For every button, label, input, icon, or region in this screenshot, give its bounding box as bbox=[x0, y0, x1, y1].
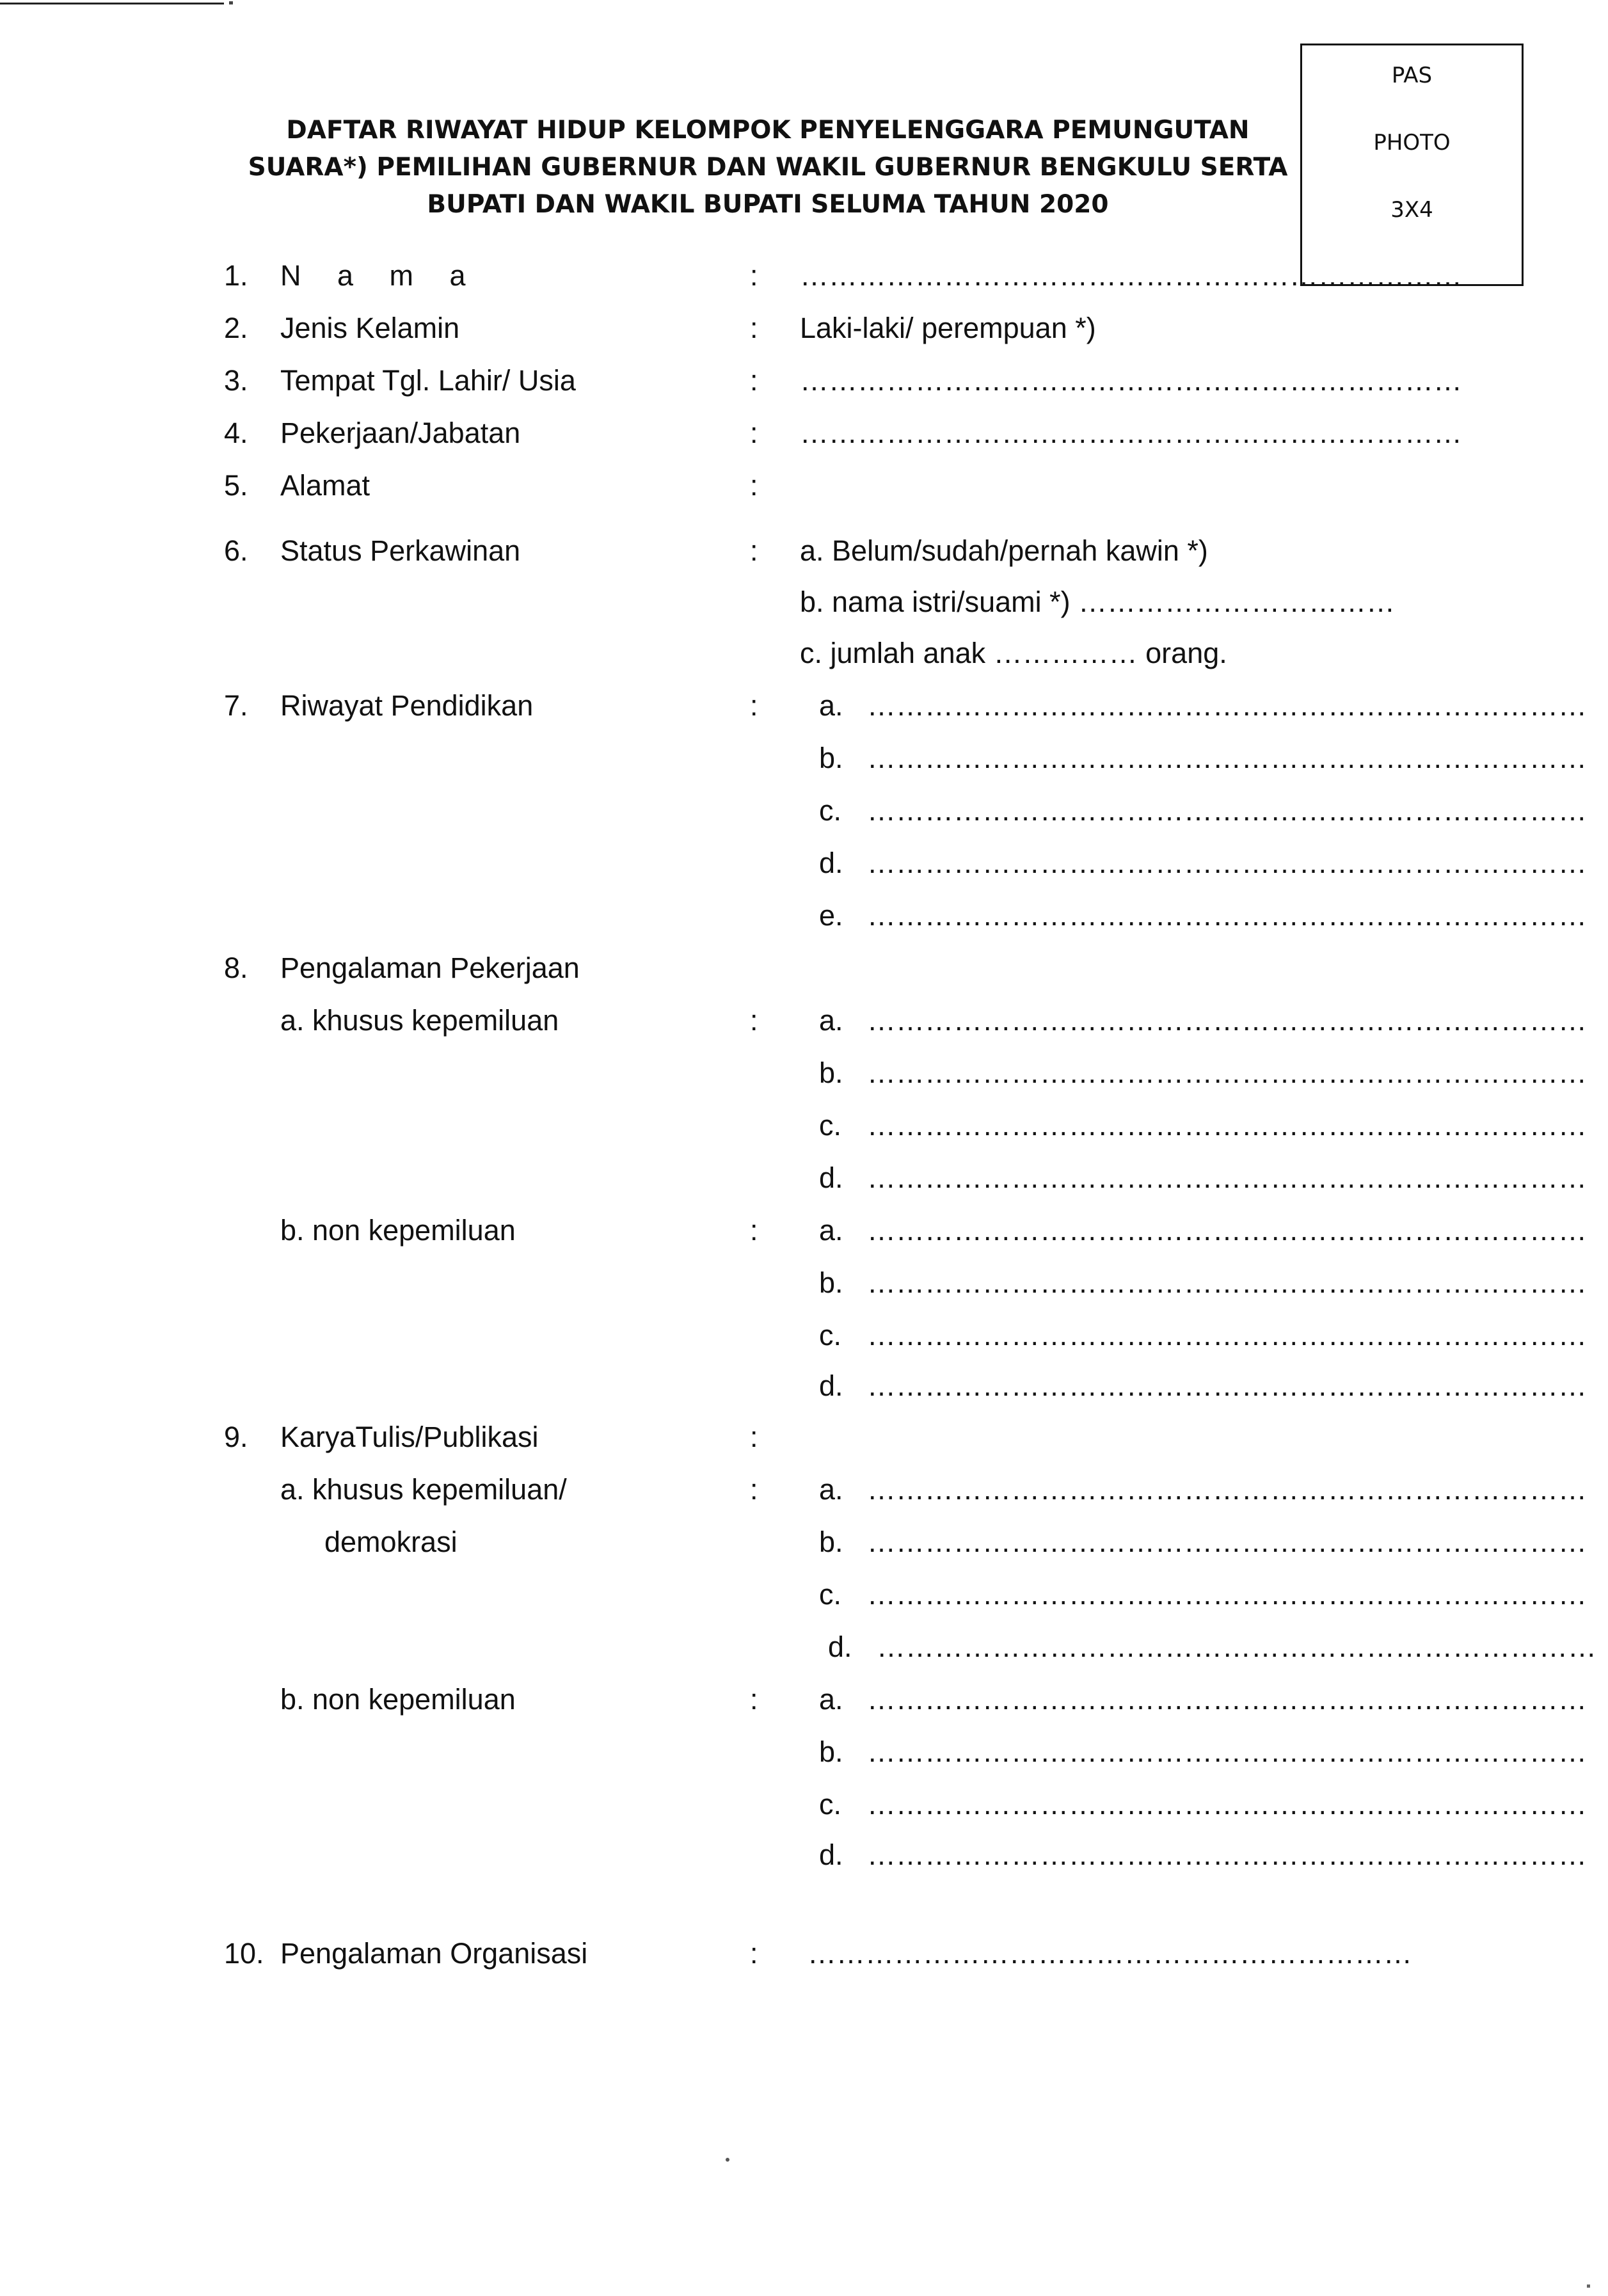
row-kerja-non-c bbox=[0, 1319, 1608, 1357]
row-kerja-khusus-c bbox=[0, 1109, 1608, 1147]
list-letter: c. bbox=[819, 1109, 842, 1142]
karya-khusus-d-field[interactable]: ………………………………………………………………… bbox=[877, 1630, 1596, 1663]
colon: : bbox=[750, 689, 758, 722]
row-pendidikan-d bbox=[0, 847, 1608, 885]
list-letter: a. bbox=[819, 1473, 843, 1506]
item-number: 2. bbox=[224, 312, 248, 344]
row-nama bbox=[0, 259, 1608, 298]
colon: : bbox=[750, 1937, 758, 1970]
row-jenis-kelamin bbox=[0, 312, 1608, 350]
colon: : bbox=[750, 364, 758, 397]
karya-non-a-field[interactable]: ………………………………………………………………… bbox=[867, 1683, 1587, 1716]
list-letter: d. bbox=[819, 1838, 843, 1871]
item-label: Pekerjaan/Jabatan bbox=[280, 417, 521, 449]
sub-label: b. non kepemiluan bbox=[280, 1214, 516, 1247]
pendidikan-b-field[interactable]: ………………………………………………………………… bbox=[867, 742, 1587, 774]
row-kerja-non-b bbox=[0, 1266, 1608, 1305]
list-letter: c. bbox=[819, 794, 842, 827]
top-tick bbox=[229, 1, 233, 4]
row-karya-khusus-a bbox=[0, 1473, 1608, 1511]
photo-box-line-3: 3X4 bbox=[1390, 197, 1433, 223]
kerja-khusus-b-field[interactable]: ………………………………………………………………… bbox=[867, 1056, 1587, 1089]
pendidikan-c-field[interactable]: ………………………………………………………………… bbox=[867, 794, 1587, 827]
top-rule bbox=[0, 3, 224, 4]
item-number: 1. bbox=[224, 259, 248, 292]
row-karya-non-c bbox=[0, 1788, 1608, 1826]
row-karya-khusus-d bbox=[0, 1630, 1608, 1669]
colon: : bbox=[750, 259, 758, 292]
list-letter: b. bbox=[819, 1526, 843, 1558]
kerja-khusus-c-field[interactable]: ………………………………………………………………… bbox=[867, 1109, 1587, 1142]
list-letter: e. bbox=[819, 899, 843, 932]
colon: : bbox=[750, 469, 758, 502]
photo-box-line-1: PAS bbox=[1391, 63, 1433, 88]
item-label: Tempat Tgl. Lahir/ Usia bbox=[280, 364, 576, 397]
item-label: Jenis Kelamin bbox=[280, 312, 460, 344]
item-number: 3. bbox=[224, 364, 248, 397]
list-letter: c. bbox=[819, 1788, 842, 1821]
row-karya-khusus-b bbox=[0, 1526, 1608, 1564]
pendidikan-e-field[interactable]: ………………………………………………………………… bbox=[867, 899, 1587, 932]
title-line-1: DAFTAR RIWAYAT HIDUP KELOMPOK PENYELENGGARA PEMUNGUTAN bbox=[286, 116, 1250, 145]
kerja-non-b-field[interactable]: ………………………………………………………………… bbox=[867, 1266, 1587, 1299]
sub-label: a. khusus kepemiluan bbox=[280, 1004, 559, 1037]
row-status-b bbox=[0, 586, 1608, 624]
kerja-khusus-d-field[interactable]: ………………………………………………………………… bbox=[867, 1161, 1587, 1194]
colon: : bbox=[750, 1683, 758, 1716]
colon: : bbox=[750, 417, 758, 449]
row-pekerjaan bbox=[0, 417, 1608, 455]
item-number: 5. bbox=[224, 469, 248, 502]
title-line-2: SUARA*) PEMILIHAN GUBERNUR DAN WAKIL GUBERNUR BENGKULU SERTA bbox=[248, 153, 1288, 182]
row-status-perkawinan bbox=[0, 534, 1608, 573]
item-label: Pengalaman Pekerjaan bbox=[280, 952, 580, 984]
colon: : bbox=[750, 1214, 758, 1247]
tempat-tgl-field[interactable]: …………………………………………………………… bbox=[800, 364, 1462, 397]
colon: : bbox=[750, 1421, 758, 1453]
item-label: Alamat bbox=[280, 469, 370, 502]
row-karya-non-b bbox=[0, 1735, 1608, 1774]
status-a-field[interactable]: a. Belum/sudah/pernah kawin *) bbox=[800, 534, 1208, 567]
item-number: 6. bbox=[224, 534, 248, 567]
kerja-non-a-field[interactable]: ………………………………………………………………… bbox=[867, 1214, 1587, 1247]
karya-khusus-a-field[interactable]: ………………………………………………………………… bbox=[867, 1473, 1587, 1506]
item-label: Riwayat Pendidikan bbox=[280, 689, 534, 722]
jenis-kelamin-field[interactable]: Laki-laki/ perempuan *) bbox=[800, 312, 1096, 344]
karya-non-b-field[interactable]: ………………………………………………………………… bbox=[867, 1735, 1587, 1768]
title-line-3: BUPATI DAN WAKIL BUPATI SELUMA TAHUN 2020 bbox=[427, 190, 1109, 219]
sub-label: b. non kepemiluan bbox=[280, 1683, 516, 1716]
pendidikan-a-field[interactable]: ………………………………………………………………… bbox=[867, 689, 1587, 722]
row-pendidikan bbox=[0, 689, 1608, 728]
list-letter: a. bbox=[819, 1004, 843, 1037]
list-letter: a. bbox=[819, 1683, 843, 1716]
status-c-field[interactable]: c. jumlah anak …………… orang. bbox=[800, 637, 1227, 669]
item-label: N a m a bbox=[280, 259, 480, 292]
item-label: Pengalaman Organisasi bbox=[280, 1937, 588, 1970]
row-pendidikan-c bbox=[0, 794, 1608, 833]
karya-khusus-b-field[interactable]: ………………………………………………………………… bbox=[867, 1526, 1587, 1558]
row-karya-non-a bbox=[0, 1683, 1608, 1721]
sub-label: a. khusus kepemiluan/ bbox=[280, 1473, 567, 1506]
pekerjaan-field[interactable]: …………………………………………………………… bbox=[800, 417, 1462, 449]
sub-label-continued: demokrasi bbox=[324, 1526, 458, 1558]
row-kerja-khusus-d bbox=[0, 1161, 1608, 1200]
colon: : bbox=[750, 1473, 758, 1506]
list-letter: a. bbox=[819, 689, 843, 722]
row-pendidikan-b bbox=[0, 742, 1608, 780]
list-letter: b. bbox=[819, 742, 843, 774]
kerja-khusus-a-field[interactable]: ………………………………………………………………… bbox=[867, 1004, 1587, 1037]
item-number: 10. bbox=[224, 1937, 264, 1970]
list-letter: b. bbox=[819, 1266, 843, 1299]
row-tempat-tgl bbox=[0, 364, 1608, 403]
item-number: 4. bbox=[224, 417, 248, 449]
row-kerja-non-a bbox=[0, 1214, 1608, 1252]
scan-speck-corner bbox=[1587, 2284, 1590, 2288]
list-letter: b. bbox=[819, 1056, 843, 1089]
list-letter: d. bbox=[819, 1369, 843, 1402]
nama-field[interactable]: …………………………………………………………… bbox=[800, 259, 1462, 292]
list-letter: b. bbox=[819, 1735, 843, 1768]
item-number: 7. bbox=[224, 689, 248, 722]
colon: : bbox=[750, 1004, 758, 1037]
kerja-non-d-field[interactable]: ………………………………………………………………… bbox=[867, 1369, 1587, 1402]
item-number: 8. bbox=[224, 952, 248, 984]
karya-non-d-field[interactable]: ………………………………………………………………… bbox=[867, 1838, 1587, 1871]
status-b-field[interactable]: b. nama istri/suami *) …………………………… bbox=[800, 586, 1396, 618]
row-organisasi bbox=[0, 1937, 1608, 1975]
list-letter: d. bbox=[819, 847, 843, 879]
item-label: KaryaTulis/Publikasi bbox=[280, 1421, 539, 1453]
row-karya-tulis bbox=[0, 1421, 1608, 1459]
photo-box-line-2: PHOTO bbox=[1373, 130, 1451, 155]
document-title bbox=[243, 112, 1293, 223]
row-karya-khusus-c bbox=[0, 1578, 1608, 1616]
row-kerja-non-d bbox=[0, 1369, 1608, 1408]
pendidikan-d-field[interactable]: ………………………………………………………………… bbox=[867, 847, 1587, 879]
row-pengalaman-pekerjaan bbox=[0, 952, 1608, 990]
list-letter: c. bbox=[819, 1319, 842, 1351]
photo-box bbox=[1300, 44, 1524, 286]
karya-khusus-c-field[interactable]: ………………………………………………………………… bbox=[867, 1578, 1587, 1611]
row-kerja-khusus-a bbox=[0, 1004, 1608, 1042]
list-letter: c. bbox=[819, 1578, 842, 1611]
list-letter: d. bbox=[828, 1630, 852, 1663]
list-letter: a. bbox=[819, 1214, 843, 1247]
row-pendidikan-e bbox=[0, 899, 1608, 937]
karya-non-c-field[interactable]: ………………………………………………………………… bbox=[867, 1788, 1587, 1821]
item-number: 9. bbox=[224, 1421, 248, 1453]
row-kerja-khusus-b bbox=[0, 1056, 1608, 1095]
row-karya-non-d bbox=[0, 1838, 1608, 1877]
list-letter: d. bbox=[819, 1161, 843, 1194]
colon: : bbox=[750, 312, 758, 344]
scan-speck bbox=[726, 2158, 729, 2162]
organisasi-field[interactable]: ……………………………………………………… bbox=[808, 1937, 1412, 1970]
colon: : bbox=[750, 534, 758, 567]
row-alamat bbox=[0, 469, 1608, 507]
item-label: Status Perkawinan bbox=[280, 534, 521, 567]
kerja-non-c-field[interactable]: ………………………………………………………………… bbox=[867, 1319, 1587, 1351]
row-status-c bbox=[0, 637, 1608, 675]
